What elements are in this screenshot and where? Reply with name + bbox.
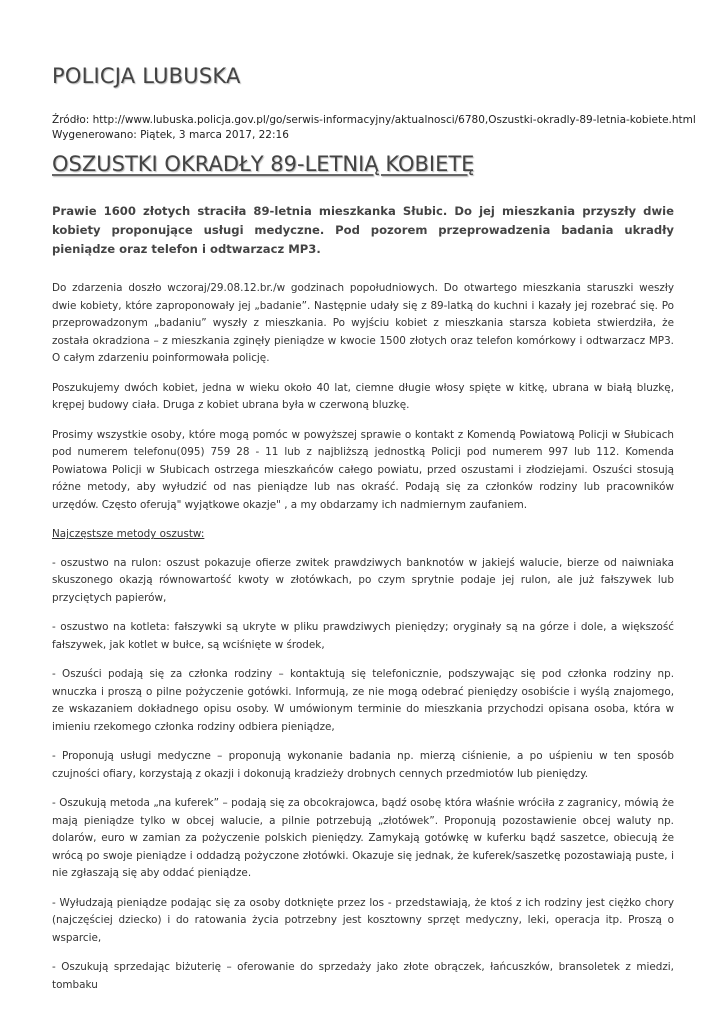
source-line: Źródło: http://www.lubuska.policja.gov.pl/go/serwis-informacyjny/aktualnosci/6780,Oszustki-okradly-89-letnia-kobiete.html bbox=[52, 114, 696, 126]
article-lead: Prawie 1600 złotych straciła 89-letnia mieszkanka Słubic. Do jej mieszkania przyszły dwie kobiety proponujące usługi medyczne. Pod pozorem przeprowadzenia badania ukradły pieniądze oraz telefon i odtwarzacz MP3. bbox=[52, 204, 674, 256]
generated-line: Wygenerowano: Piątek, 3 marca 2017, 22:16 bbox=[52, 129, 289, 141]
article-paragraph: Do zdarzenia doszło wczoraj/29.08.12.br./w godzinach popołudniowych. Do otwartego mieszkania staruszki weszły dwie kobiety, które zaproponowały jej „badanie”. Następnie udały się z 89-latką do kuchni i kazały jej rozebrać się. Po przeprowadzonym „badaniu” wyszły z mieszkania. Po wyjściu kobiet z mieszkania starsza kobieta stwierdziła, że została okradziona – z mieszkania zginęły pieniądze w kwocie 1500 złotych oraz telefon komórkowy i odtwarzacz MP3. O całym zdarzeniu poinformowała policję. bbox=[52, 282, 674, 365]
method-item: - oszustwo na rulon: oszust pokazuje ofierze zwitek prawdziwych banknotów w jakiejś walucie, bierze od naiwniaka skuszonego okazją równowartość kwoty w złotówkach, po czym sprytnie podaje jej rulon, ale już fałszywek lub przyciętych papierów, bbox=[52, 556, 674, 604]
method-item: - oszustwo na kotleta: fałszywki są ukryte w pliku prawdziwych pieniędzy; oryginały są na górze i dole, a większość fałszywek, jak kotlet w bułce, są wciśnięte w środek, bbox=[52, 621, 674, 651]
method-item: - Oszukują metoda „na kuferek” – podają się za obcokrajowca, bądź osobę która właśnie wróciła z zagranicy, mówią że mają pieniądze tylko w obcej walucie, a pilnie potrzebują „złotówek”. Proponują pozostawienie obcej waluty np. dolarów, euro w zamian za pożyczenie polskich pieniędzy. Zamykają gotówkę w kuferku bądź saszetce, obiecują że wrócą po swoje pieniądze i oddadzą pożyczone złotówki. Okazuje się jednak, że kuferek/saszetkę pozostawiają puste, i nie zgłaszają się aby oddać pieniądze. bbox=[52, 797, 674, 880]
site-title: POLICJA LUBUSKA bbox=[52, 64, 241, 88]
method-item: - Oszukują sprzedając biżuterię – oferowanie do sprzedaży jako złote obrączek, łańcuszków, bransoletek z miedzi, tombaku bbox=[52, 961, 674, 991]
method-item: - Proponują usługi medyczne – proponują wykonanie badania np. mierzą ciśnienie, a po uśpieniu w ten sposób czujności ofiary, korzystają z okazji i dokonują kradzieży drobnych cennych przedmiotów lub pieniędzy. bbox=[52, 750, 674, 780]
method-item: - Wyłudzają pieniądze podając się za osoby dotknięte przez los - przedstawiają, że ktoś z ich rodziny jest ciężko chory (najczęściej dziecko) i do ratowania życia potrzebny jest kosztowny sprzęt medyczny, leki, operacja itp. Proszą o wsparcie, bbox=[52, 896, 674, 944]
document-meta bbox=[52, 113, 696, 143]
article-paragraph: Prosimy wszystkie osoby, które mogą pomóc w powyższej sprawie o kontakt z Komendą Powiatową Policji w Słubicach pod numerem telefonu(095) 759 28 - 11 lub z najbliższą jednostką Policji pod numerem 997 lub 112. Komenda Powiatowa Policji w Słubicach ostrzega mieszkańców całego powiatu, przed oszustami i złodziejami. Oszuści stosują różne metody, aby wyłudzić od nas pieniądze lub nas okraść. Podają się za członków rodziny lub pracowników urzędów. Często oferują" wyjątkowe okazje" , a my obdarzamy ich nadmiernym zaufaniem. bbox=[52, 428, 674, 511]
article-title: OSZUSTKI OKRADŁY 89-LETNIĄ KOBIETĘ bbox=[52, 152, 475, 176]
article-paragraph: Poszukujemy dwóch kobiet, jedna w wieku około 40 lat, ciemne długie włosy spięte w kitkę, ubrana w białą bluzkę, krępej budowy ciała. Druga z kobiet ubrana była w czerwoną bluzkę. bbox=[52, 381, 674, 412]
methods-heading: Najczęstsze metody oszustw: bbox=[52, 528, 205, 541]
method-item: - Oszuści podają się za członka rodziny – kontaktują się telefonicznie, podszywając się pod członka rodziny np. wnuczka i proszą o pilne pożyczenie gotówki. Informują, ze nie mogą odebrać pieniędzy osobiście i wyślą znajomego, ze wskazaniem dokładnego opisu osoby. W umówionym terminie do mieszkania przychodzi opisana osoba, która w imieniu rzekomego członka rodziny odbiera pieniądze, bbox=[52, 668, 674, 733]
article-body bbox=[52, 202, 674, 1006]
